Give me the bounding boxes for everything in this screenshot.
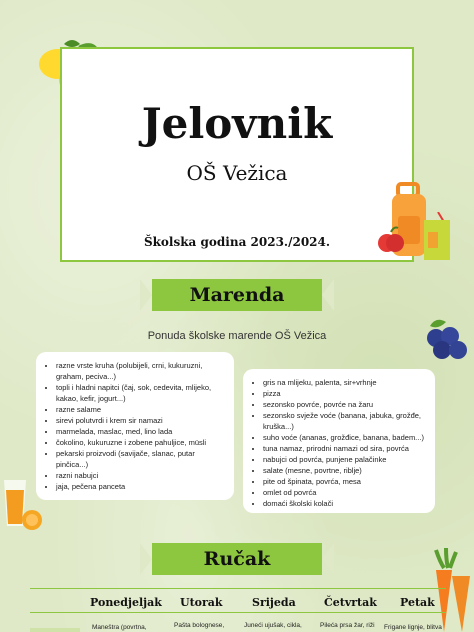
- day-header: Četvrtak: [324, 596, 377, 609]
- table-cell: Pileća prsa žar, riži: [320, 622, 375, 629]
- day-header: Petak: [400, 596, 435, 609]
- table-cell: Maneštra (povrtna,: [92, 624, 147, 631]
- list-item: • sezonsko svježe voće (banana, jabuka, grožđe, kruška...): [263, 410, 427, 432]
- rucak-banner: Ručak: [152, 543, 322, 575]
- list-item: • marmelada, maslac, med, lino lada: [56, 426, 226, 437]
- list-item: • čokolino, kukuruzne i zobene pahuljice, müsli: [56, 437, 226, 448]
- marenda-intro: Ponuda školske marende OŠ Vežica: [147, 330, 327, 342]
- table-top-line: [30, 588, 446, 589]
- list-item: • razne vrste kruha (polubijeli, crni, kukuruzni, graham, peciva...): [56, 360, 226, 382]
- title-card: [60, 47, 414, 262]
- marenda-left-list: [42, 360, 226, 492]
- day-header: Srijeda: [252, 596, 296, 609]
- school-year: Školska godina 2023./2024.: [143, 235, 331, 249]
- page-title: Jelovnik: [141, 99, 333, 148]
- list-item: • sirevi polutvrdi i krem sir namazi: [56, 415, 226, 426]
- list-item: • pizza: [263, 388, 427, 399]
- table-cell: Juneći ujušak, cikla,: [244, 622, 302, 629]
- row-marker: [30, 628, 80, 632]
- rucak-banner-wrap: [152, 543, 322, 575]
- list-item: • pite od špinata, povrća, mesa: [263, 476, 427, 487]
- list-item: • sezonsko povrće, povrće na žaru: [263, 399, 427, 410]
- list-item: • jaja, pečena panceta: [56, 481, 226, 492]
- list-item: • razne salame: [56, 404, 226, 415]
- list-item: • domaći školski kolači: [263, 498, 427, 509]
- marenda-banner: Marenda: [152, 279, 322, 311]
- school-name: OŠ Vežica: [186, 161, 288, 185]
- marenda-right-list: [249, 377, 427, 509]
- list-item: • razni nabujci: [56, 470, 226, 481]
- blueberries-icon: [416, 316, 472, 364]
- list-item: • salate (mesne, povrtne, riblje): [263, 465, 427, 476]
- list-item: • suho voće (ananas, grožđice, banana, badem...): [263, 432, 427, 443]
- apple-icon: [376, 226, 406, 256]
- orange-juice-icon: [0, 476, 48, 530]
- table-header-line: [30, 612, 446, 613]
- table-cell: Frigane lignje, blitva: [384, 624, 442, 631]
- list-item: • nabujci od povrća, punjene palačinke: [263, 454, 427, 465]
- carrots-icon: [422, 548, 474, 632]
- day-header: Utorak: [180, 596, 223, 609]
- list-item: • topli i hladni napitci (čaj, sok, cedevita, mlijeko, kakao, kefir, jogurt...): [56, 382, 226, 404]
- table-cell: Pašta bolognese,: [174, 622, 225, 629]
- day-header: Ponedjeljak: [90, 596, 162, 609]
- list-item: • gris na mlijeku, palenta, sir+vrhnje: [263, 377, 427, 388]
- juice-box-icon: [420, 212, 456, 260]
- list-item: • pekarski proizvodi (savijače, slanac, putar pinčica...): [56, 448, 226, 470]
- marenda-banner-wrap: [152, 279, 322, 311]
- marenda-right-card: [243, 369, 435, 513]
- marenda-left-card: [36, 352, 234, 500]
- list-item: • omlet od povrća: [263, 487, 427, 498]
- list-item: • tuna namaz, prirodni namazi od sira, povrća: [263, 443, 427, 454]
